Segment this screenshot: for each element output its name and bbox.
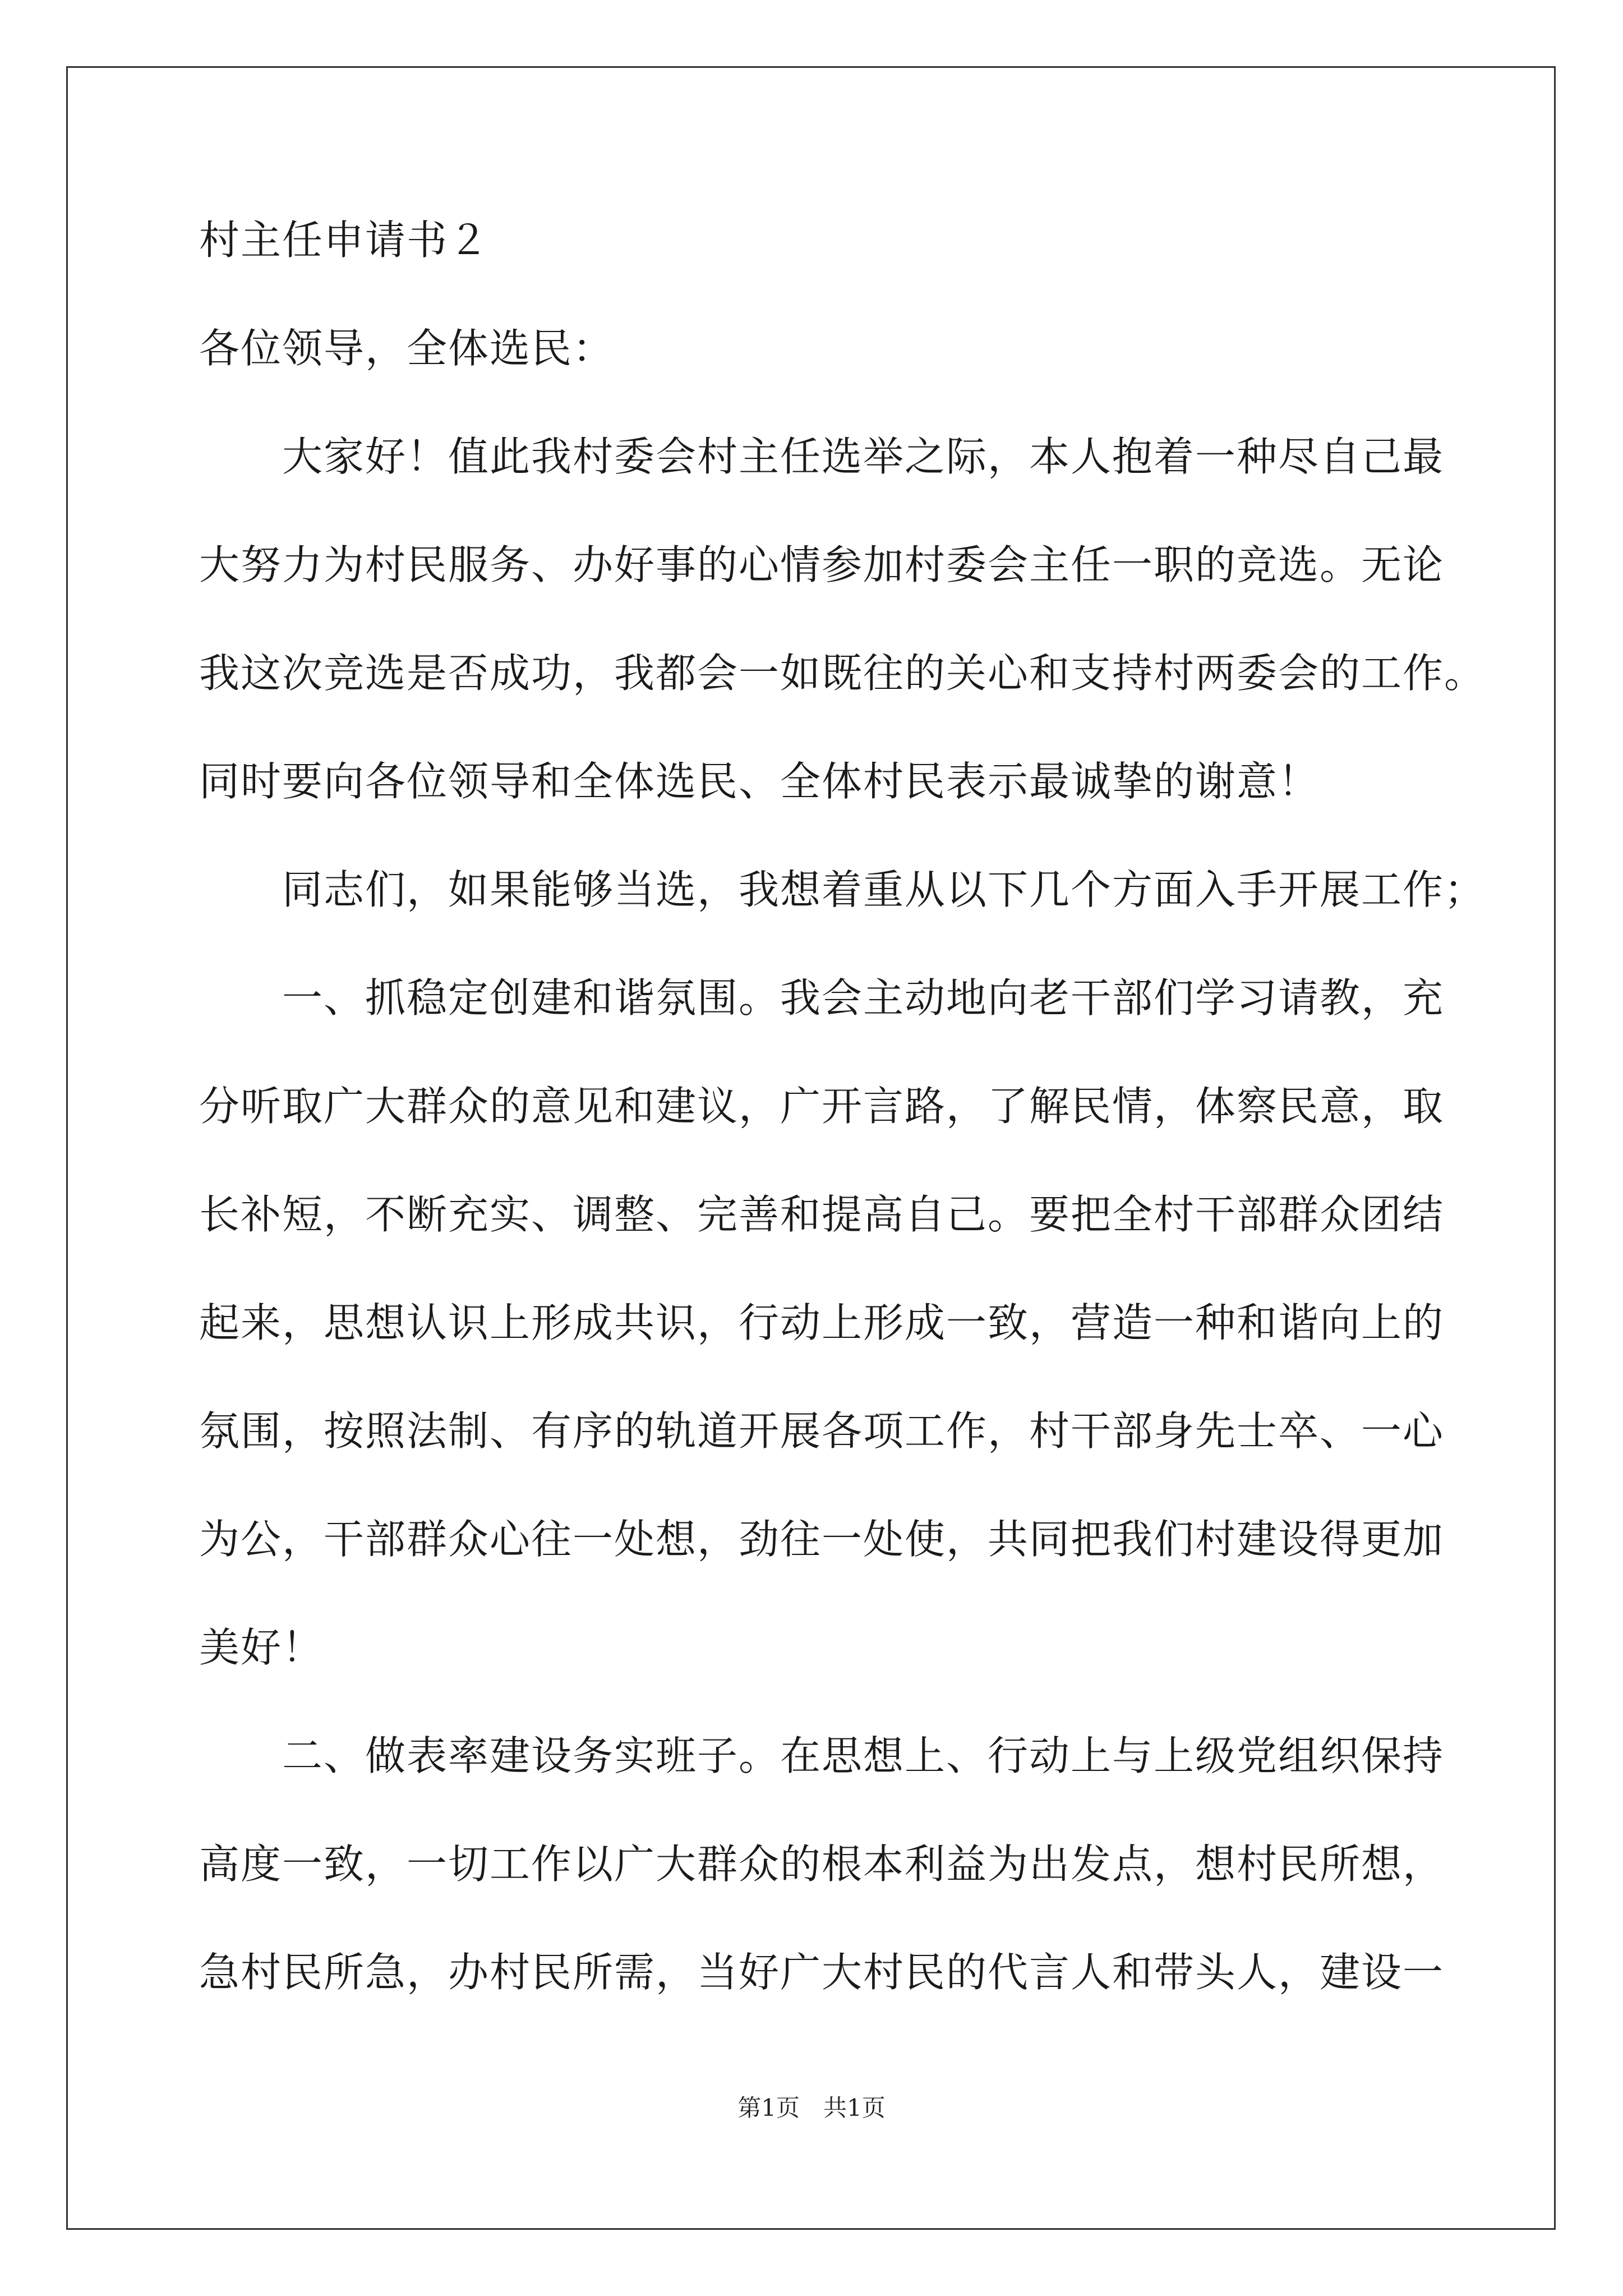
paragraph-line: 大家好！值此我村委会村主任选举之际，本人抱着一种尽自己最 <box>282 433 1445 480</box>
document-body <box>199 213 1486 2054</box>
salutation: 各位领导，全体选民： <box>199 325 615 372</box>
paragraph-line: 美好！ <box>199 1624 324 1671</box>
document-title: 村主任申请书２ <box>199 217 490 264</box>
paragraph-line: 为公，干部群众心往一处想，劲往一处使，共同把我们村建设得更加 <box>199 1516 1445 1563</box>
paragraph-line: 急村民所急，办村民所需，当好广大村民的代言人和带头人，建设一 <box>199 1949 1445 1996</box>
paragraph-line: 氛围，按照法制、有序的轨道开展各项工作，村干部身先士卒、一心 <box>199 1407 1445 1455</box>
page-number-footer: 第1页 共1页 <box>737 2094 886 2122</box>
paragraph-line: 同志们，如果能够当选，我想着重从以下几个方面入手开展工作； <box>282 866 1486 913</box>
paragraph-line: 大努力为村民服务、办好事的心情参加村委会主任一职的竞选。无论 <box>199 541 1445 588</box>
paragraph-line: 起来，思想认识上形成共识，行动上形成一致，营造一种和谐向上的 <box>199 1299 1445 1346</box>
paragraph-line: 同时要向各位领导和全体选民、全体村民表示最诚挚的谢意！ <box>199 758 1320 805</box>
paragraph-line: 一、抓稳定创建和谐氛围。我会主动地向老干部们学习请教，充 <box>282 974 1445 1022</box>
paragraph-line: 高度一致，一切工作以广大群众的根本利益为出发点，想村民所想， <box>199 1841 1445 1888</box>
paragraph-line: 分听取广大群众的意见和建议，广开言路，了解民情，体察民意，取 <box>199 1083 1445 1130</box>
paragraph-line: 长补短，不断充实、调整、完善和提高自己。要把全村干部群众团结 <box>199 1191 1445 1238</box>
paragraph-line: 我这次竞选是否成功，我都会一如既往的关心和支持村两委会的工作。 <box>199 650 1486 697</box>
paragraph-line: 二、做表率建设务实班子。在思想上、行动上与上级党组织保持 <box>282 1732 1445 1779</box>
